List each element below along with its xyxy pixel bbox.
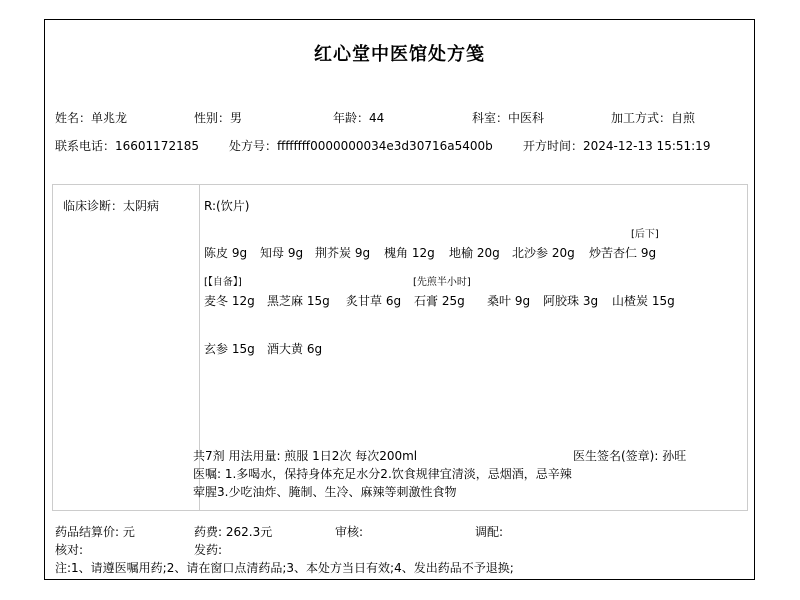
checker: 核对: — [55, 543, 84, 557]
drug-item: 陈皮 9g — [204, 246, 248, 260]
drug-item: 山楂炭 15g — [612, 294, 675, 308]
drug-item: 知母 9g — [260, 246, 304, 260]
rx-note-houxia: [后下] — [631, 229, 659, 240]
medical-advice: 医嘱: 1.多喝水，保持身体充足水分2.饮食规律宜清淡，忌烟酒，忌辛辣荤腥3.少吃油炸、腌制、生冷、麻辣等刺激性食物 — [193, 467, 572, 499]
clinical-diagnosis: 临床诊断：太阴病 — [63, 199, 160, 213]
patient-age: 年龄：44 — [333, 111, 385, 125]
rx-note-xianjian: [先煎半小时] — [413, 277, 471, 288]
drug-item: 黑芝麻 15g — [267, 294, 330, 308]
prescription-sheet — [44, 19, 755, 580]
drug-item: 酒大黄 6g — [267, 342, 323, 356]
drug-settlement: 药品结算价: 元 — [55, 525, 135, 539]
drug-item: 石膏 25g — [414, 294, 465, 308]
drug-item: 地榆 20g — [449, 246, 500, 260]
drug-item: 桑叶 9g — [487, 294, 531, 308]
prescription-box — [52, 184, 748, 511]
drug-item: 玄参 15g — [204, 342, 255, 356]
drug-item: 荆芥炭 9g — [315, 246, 371, 260]
prescription-title: 红心堂中医馆处方笺 — [314, 44, 485, 65]
usage-dosage: 共7剂 用法用量: 煎服 1日2次 每次200ml — [193, 449, 418, 463]
rx-note-zibei: [【自备】] — [204, 277, 242, 288]
drug-item: 麦冬 12g — [204, 294, 255, 308]
issuer: 发药: — [194, 543, 223, 557]
drug-fee: 药费: 262.3元 — [194, 525, 273, 539]
drug-item: 阿胶珠 3g — [543, 294, 599, 308]
processing-method: 加工方式：自煎 — [611, 111, 696, 125]
rx-header: R:(饮片) — [204, 199, 250, 213]
patient-gender: 性别：男 — [194, 111, 243, 125]
footer-notice: 注:1、请遵医嘱用药;2、请在窗口点清药品;3、本处方当日有效;4、发出药品不予退换; — [55, 561, 514, 575]
patient-phone: 联系电话：16601172185 — [55, 139, 199, 153]
patient-name: 姓名：单兆龙 — [55, 111, 128, 125]
drug-item: 槐角 12g — [384, 246, 435, 260]
drug-item: 炙甘草 6g — [346, 294, 402, 308]
doctor-signature: 医生签名(签章): 孙旺 — [573, 449, 687, 463]
drug-item: 北沙参 20g — [512, 246, 575, 260]
prescription-number: 处方号：ffffffff0000000034e3d30716a5400b — [229, 139, 493, 153]
reviewer: 审核: — [335, 525, 364, 539]
prescription-time: 开方时间：2024-12-13 15:51:19 — [523, 139, 711, 153]
drug-item: 炒苦杏仁 9g — [589, 246, 657, 260]
dispenser: 调配: — [475, 525, 504, 539]
patient-department: 科室：中医科 — [472, 111, 545, 125]
